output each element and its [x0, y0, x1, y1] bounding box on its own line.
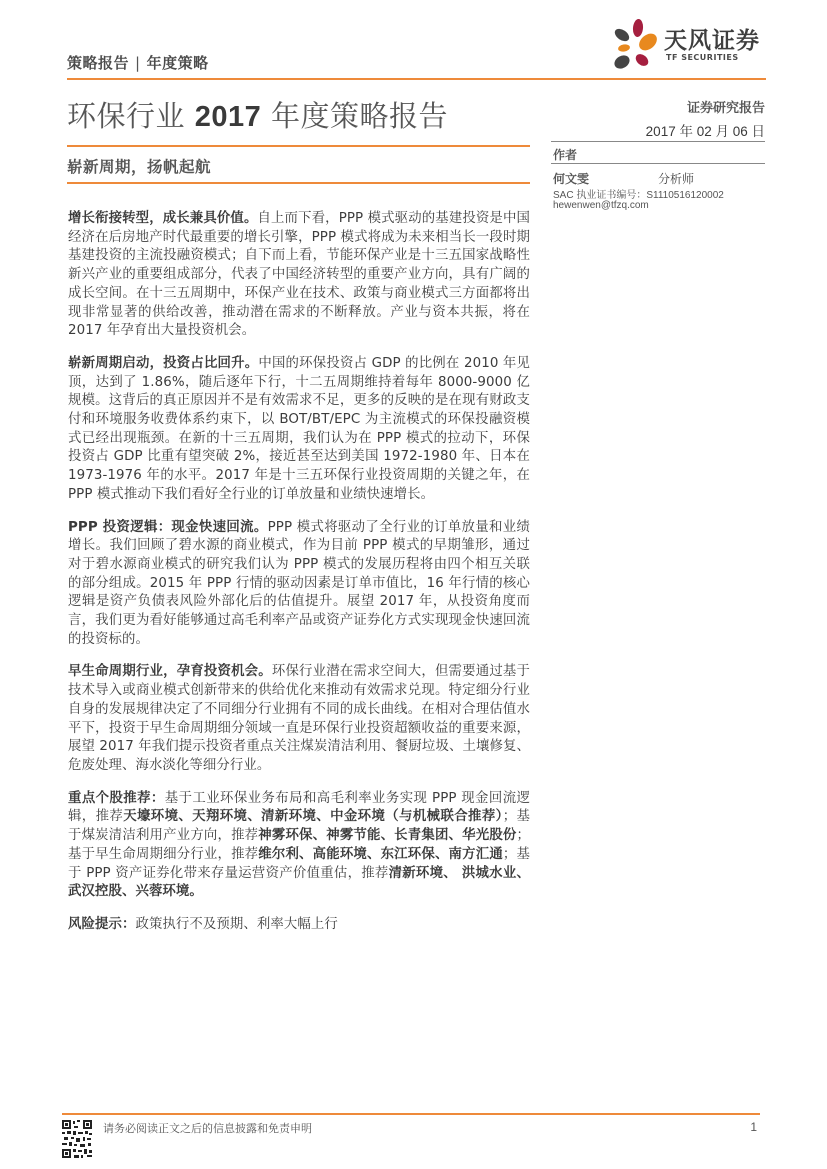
flower-logo-icon: [610, 18, 662, 70]
subtitle-divider: [67, 182, 530, 184]
company-logo: [610, 18, 770, 70]
breadcrumb-category: 策略报告: [67, 54, 130, 72]
stock-list-coal: 神雾环保、神雾节能、长青集团、华光股份: [258, 828, 517, 844]
page-title: 环保行业 2017 年度策略报告: [67, 99, 448, 133]
author-name: 何文雯: [553, 172, 590, 186]
paragraph-new-cycle: 崭新周期启动，投资占比回升。中国的环保投资占 GDP 的比例在 2010 年见顶，达到了 1.86%，随后逐年下行，十二五周期维持着每年 8000-9000 亿规模。这背后的真正原因并不是有效需求不足，更多的反映的是在现有财政支付和环境服务收费体系约束下，以 BOT/BT/EPC 为主流模式的环保投融资模式已经出现瓶颈。在新的十三五周期，我们认为在 PPP 模式的拉动下，环保投资占 GDP 比重有望突破 2%，接近甚至达到美国 1972-1980 年、日本在 1973-1976 年的水平。2017 年是十三五环保行业投资周期的关键之年，在 PPP 模式推动下我们看好全行业的订单放量和业绩快速增长。: [68, 355, 530, 502]
breadcrumb: [67, 52, 209, 73]
author-email-link[interactable]: hewenwen@tfzq.com: [553, 200, 649, 211]
paragraph-risk: 风险提示：政策执行不及预期、利率大幅上行: [68, 916, 338, 932]
author-role: 分析师: [658, 172, 695, 186]
paragraph-stock-picks: 重点个股推荐：基于工业环保业务布局和高毛利率业务实现 PPP 现金回流逻辑，推荐天壕环境、天翔环境、清新环境、中金环境（与机械联合推荐）；基于煤炭清洁利用产业方向，推荐神雾环保、神雾节能、长青集团、华光股份；基于早生命周期细分行业，推荐维尔利、高能环境、东江环保、南方汇通；基于 PPP 资产证券化带来存量运营资产价值重估，推荐清新环境、 洪城水业、武汉控股、兴蓉环境。: [68, 790, 531, 900]
publish-date: 2017 年 02 月 06 日: [645, 124, 765, 139]
page-subtitle: 崭新周期，扬帆起航: [67, 158, 212, 176]
report-summary: [68, 210, 530, 949]
paragraph-growth: 增长衔接转型，成长兼具价值。自上而下看，PPP 模式驱动的基建投资是中国经济在后房地产时代最重要的增长引擎，PPP 模式将成为未来相当长一段时期基建投资的主流投融资模式；自下而上看，节能环保产业是十三五国家战略性新兴产业的重要组成部分，代表了中国经济转型的重要产业方向，具有广阔的成长空间。在十三五周期中，环保产业在技术、政策与商业模式三方面都将出现非常显著的供给改善，推动潜在需求的不断释放。产业与资本共振，将在 2017 年孕育出大量投资机会。: [68, 211, 530, 339]
sidebar-divider-bottom: [551, 163, 765, 164]
paragraph-lead: 重点个股推荐：: [68, 790, 165, 806]
stock-list-industrial: 天壕环境、天翔环境、清新环境、中金环境（与机械联合推荐）: [123, 809, 503, 825]
title-divider: [67, 145, 530, 147]
paragraph-ppp-logic: PPP 投资逻辑：现金快速回流。PPP 模式将驱动了全行业的订单放量和业绩增长。我们回顾了碧水源的商业模式，作为目前 PPP 模式的早期雏形，通过对于碧水源商业模式的研究我们认为 PPP 模式的发展历程将由四个相互关联的部分组成。2015 年 PPP 行情的驱动因素是订单市值比，16 年行情的核心逻辑是资产负债表风险外部化后的估值提升。展望 2017 年，从投资角度而言，我们更为看好能够通过高毛利率产品或资产证券化方式实现现金快速回流的投资标的。: [68, 519, 530, 647]
breadcrumb-subcategory: 年度策略: [146, 54, 209, 72]
stock-list-securitization: 清新环境、 洪城水业、武汉控股、兴蓉环境。: [68, 865, 530, 900]
qr-code-icon[interactable]: [62, 1120, 92, 1158]
breadcrumb-separator: |: [135, 54, 141, 72]
stock-list-early-stage: 维尔利、高能环境、东江环保、南方汇通: [258, 846, 503, 862]
sidebar-divider-top: [551, 141, 765, 142]
logo-subtitle: TF SECURITIES: [666, 53, 739, 62]
paragraph-early-lifecycle: 早生命周期行业，孕育投资机会。环保行业潜在需求空间大，但需要通过基于技术导入或商业模式创新带来的供给优化来推动有效需求兑现。特定细分行业自身的发展规律决定了不同细分行业拥有不同的成长曲线。在相对合理估值水平下，投资于早生命周期细分领域一直是环保行业投资超额收益的重要来源，展望 2017 年我们提示投资者重点关注煤炭清洁利用、餐厨垃圾、土壤修复、危废处理、海水淡化等细分行业。: [68, 664, 531, 773]
paragraph-lead: 增长衔接转型，成长兼具价值。: [68, 211, 258, 226]
document-type: 证券研究报告: [686, 101, 765, 116]
page-number: 1: [750, 1120, 757, 1134]
disclaimer-notice: 请务必阅读正文之后的信息披露和免责申明: [103, 1122, 312, 1135]
paragraph-lead: 风险提示：: [68, 916, 136, 932]
footer-divider: [62, 1113, 760, 1115]
header-divider: [67, 78, 766, 80]
author-sac-number: SAC 执业证书编号：S1110516120002: [553, 190, 724, 201]
logo-wordmark: 天风证券: [664, 28, 760, 54]
author-heading: 作者: [553, 148, 578, 162]
paragraph-lead: PPP 投资逻辑：现金快速回流。: [68, 519, 268, 535]
paragraph-lead: 崭新周期启动，投资占比回升。: [68, 355, 259, 371]
paragraph-lead: 早生命周期行业，孕育投资机会。: [68, 664, 272, 680]
